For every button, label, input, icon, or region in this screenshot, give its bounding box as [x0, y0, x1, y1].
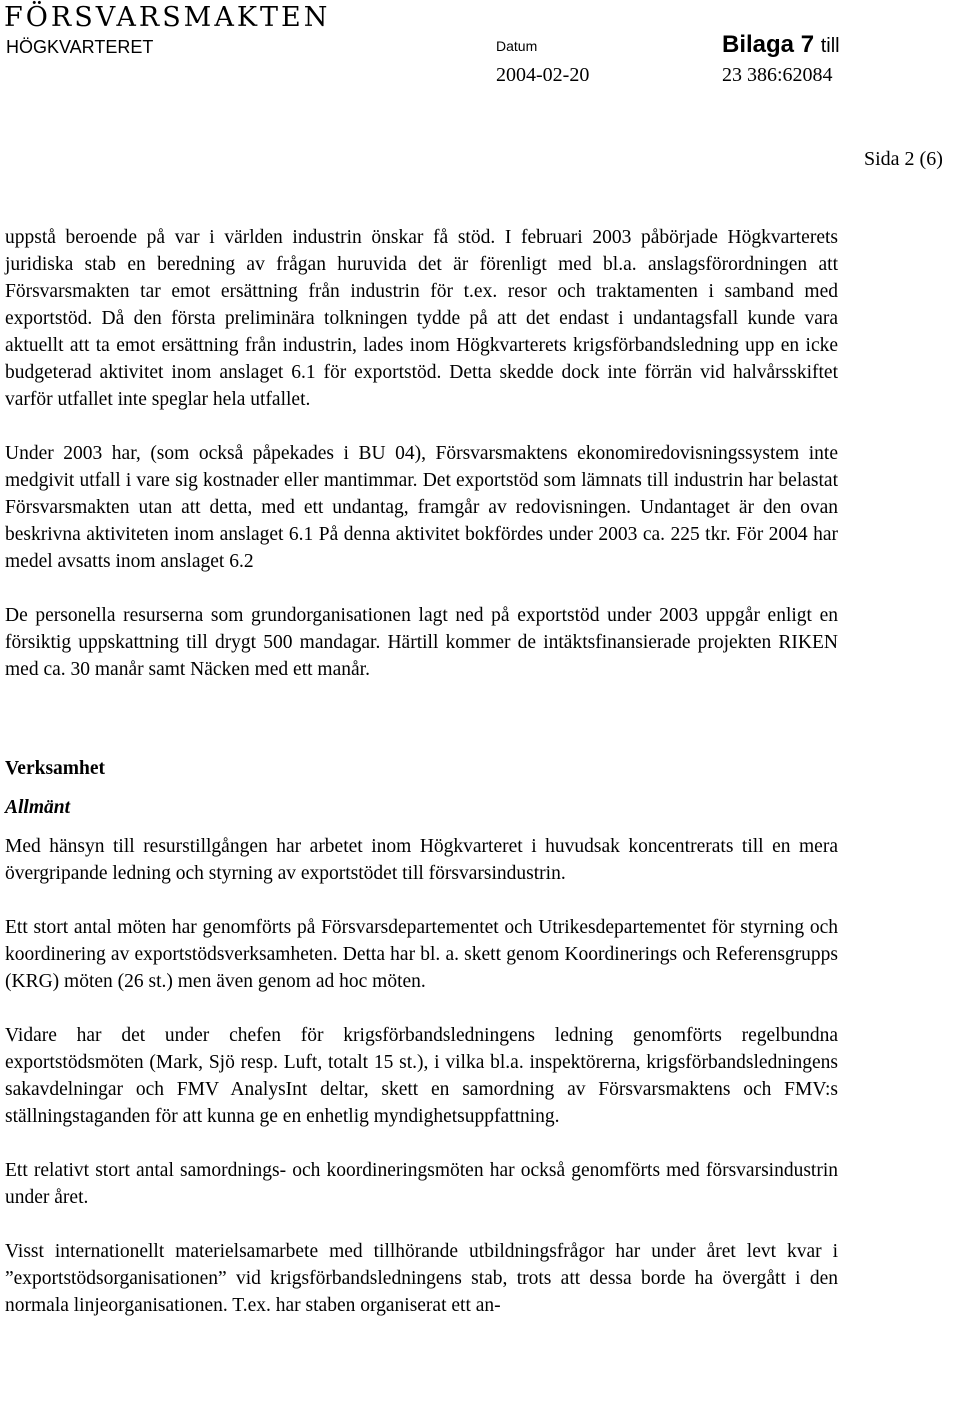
paragraph-1: uppstå beroende på var i världen industrin önskar få stöd. I februari 2003 påbörjade Högkvarterets juridiska stab en beredning av frågan huruvida det är förenligt med bl.a. anslagsförordningen att Försvarsmakten tar emot ersättning från industrin för t.ex. resor och traktamenten i samband med exportstöd. Då den första preliminära tolkningen tydde på att det endast i undantagsfall kunde vara aktuellt att ta emot ersättning från industrin, lades inom Högkvarterets krigsförbandsledning upp en icke budgeterad aktivitet inom anslaget 6.1 för exportstöd. Detta skedde dock inte förrän vid halvårsskiftet varför utfallet inte speglar hela utfallet. [5, 227, 838, 410]
section-subheading: Allmänt [5, 797, 71, 818]
attachment-suffix: till [820, 35, 840, 57]
attachment-label [722, 30, 840, 61]
paragraph-8: Visst internationellt materielsamarbete med tillhörande utbildningsfrågor har under året levt kvar i ”exportstödsorganisationen” vid krigsförbandsledningens stab, trots att dessa borde ha övergått i den normala linjeorganisationen. T.ex. har staben organiserat ett an- [5, 1241, 838, 1316]
date-label: Datum [496, 38, 538, 54]
paragraph-3: De personella resurserna som grundorganisationen lagt ned på exportstöd under 2003 uppgår enligt en försiktig uppskattning till drygt 500 mandagar. Härtill kommer de intäktsfinansierade projekten RIKEN med ca. 30 manår samt Näcken med ett manår. [5, 605, 838, 680]
page-number: Sida 2 (6) [864, 148, 943, 170]
paragraph-4: Med hänsyn till resurstillgången har arbetet inom Högkvarteret i huvudsak koncentrerats till en mera övergripande ledning och styrning av exportstödet till försvarsindustrin. [5, 836, 838, 884]
department-name: HÖGKVARTERET [6, 37, 154, 57]
document-body [5, 224, 838, 1346]
document-number: 23 386:62084 [722, 64, 833, 86]
paragraph-7: Ett relativt stort antal samordnings- och koordineringsmöten har också genomförts med försvarsindustrin under året. [5, 1160, 838, 1208]
paragraph-2: Under 2003 har, (som också påpekades i BU 04), Försvarsmaktens ekonomiredovisningssystem inte medgivit utfall i vare sig kostnader eller mantimmar. Det exportstöd som lämnats till industrin har belastat Försvarsmakten utan att detta, med ett undantag, framgår av redovisningen. Undantaget är den ovan beskrivna aktiviteten inom anslaget 6.1 På denna aktivitet bokfördes under 2003 ca. 225 tkr. För 2004 har medel avsatts inom anslaget 6.2 [5, 443, 838, 572]
organization-name: FÖRSVARSMAKTEN [4, 2, 331, 33]
document-date: 2004-02-20 [496, 64, 590, 86]
section-heading: Verksamhet [5, 758, 106, 779]
paragraph-6: Vidare har det under chefen för krigsförbandsledningens ledning genomförts regelbundna exportstödsmöten (Mark, Sjö resp. Luft, totalt 15 st.), i vilka bl.a. inspektörerna, krigsförbandsledningens sakavdelningar och FMV AnalysInt deltar, skett en samordning av Försvarsmaktens och FMV:s ställningstaganden för att kunna ge en enhetlig myndighetsuppfattning. [5, 1025, 838, 1127]
paragraph-5: Ett stort antal möten har genomförts på Försvarsdepartementet och Utrikesdepartementet för styrning och koordinering av exportstödsverksamheten. Detta har bl. a. skett genom Koordinerings och Referensgrupps (KRG) möten (26 st.) men även genom ad hoc möten. [5, 917, 838, 992]
attachment-title: Bilaga 7 [722, 31, 815, 58]
